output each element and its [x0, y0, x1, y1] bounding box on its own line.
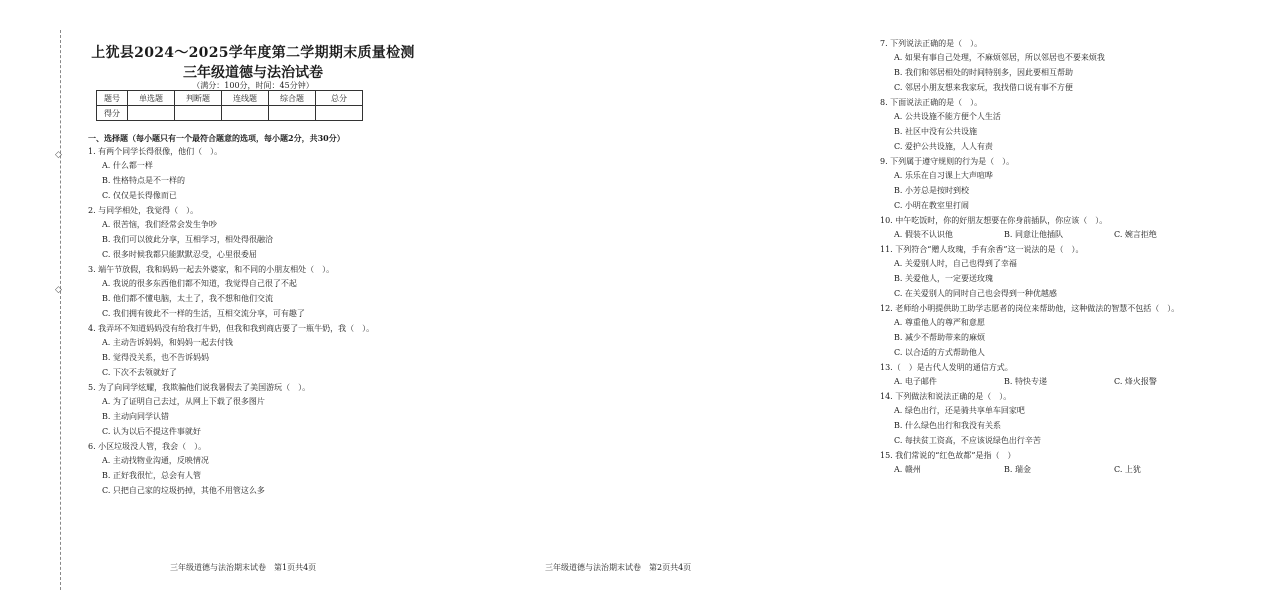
page-footer: 三年级道德与法治期末试卷 第2页共4页	[545, 563, 692, 572]
answer-option: B. 减少不帮助带来的麻烦	[894, 333, 985, 342]
answer-option: A. 假装不认识他	[894, 230, 953, 239]
answer-option: A. 很苦恼，我们经常会发生争吵	[102, 220, 217, 229]
exam-meta: （满分：100分，时间：45分钟）	[192, 81, 314, 90]
exam-subtitle: 三年级道德与法治试卷	[183, 65, 323, 81]
answer-option: B. 正好我很忙，总会有人管	[102, 471, 201, 480]
answer-option: B. 社区中没有公共设施	[894, 127, 977, 136]
answer-option: C. 认为以后不提这件事就好	[102, 427, 201, 436]
question-stem: 3. 端午节放假，我和妈妈一起去外婆家，和不同的小朋友相处（ ）。	[88, 265, 335, 274]
question-stem: 13.（ ）是古代人发明的通信方式。	[880, 363, 1013, 372]
binding-fold-line	[60, 30, 61, 590]
answer-option: A. 电子邮件	[894, 377, 937, 386]
score-table-header: 题号	[97, 91, 128, 106]
answer-option: B. 性格特点是不一样的	[102, 176, 185, 185]
question-stem: 8. 下面说法正确的是（ ）。	[880, 98, 983, 107]
answer-option: A. 如果有事自己处理，不麻烦邻居，所以邻居也不要来烦我	[894, 53, 1105, 62]
answer-option: A. 主动告诉妈妈，和妈妈一起去付钱	[102, 338, 233, 347]
score-table-header: 总分	[316, 91, 363, 106]
answer-option: B. 瑞金	[1004, 465, 1031, 474]
score-table	[96, 90, 363, 121]
score-cell[interactable]	[175, 106, 222, 121]
option-row	[894, 376, 1270, 388]
page-footer: 三年级道德与法治期末试卷 第1页共4页	[170, 563, 317, 572]
score-cell[interactable]	[222, 106, 269, 121]
question-stem: 11. 下列符合“赠人玫瑰，手有余香”这一说法的是（ ）。	[880, 245, 1084, 254]
answer-option: B. 关爱他人，一定要送玫瑰	[894, 274, 993, 283]
answer-option: C. 烽火报警	[1114, 377, 1157, 386]
question-stem: 7. 下列说法正确的是（ ）。	[880, 39, 983, 48]
answer-option: C. 我们拥有彼此不一样的生活，互相交流分享，可有趣了	[102, 309, 305, 318]
answer-option: B. 觉得没关系，也不告诉妈妈	[102, 353, 209, 362]
score-table-header-row	[97, 91, 363, 106]
question-stem: 6. 小区垃圾没人管，我会（ ）。	[88, 442, 207, 451]
answer-option: A. 关爱别人时，自己也得到了幸福	[894, 259, 1017, 268]
score-cell[interactable]	[269, 106, 316, 121]
answer-option: B. 小芳总是按时到校	[894, 186, 969, 195]
answer-option: B. 特快专递	[1004, 377, 1047, 386]
answer-option: C. 只把自己家的垃圾扔掉，其他不用管这么多	[102, 486, 265, 495]
answer-option: A. 绿色出行，还是骑共享单车回家吧	[894, 406, 1025, 415]
answer-option: A. 我说的很多东西他们都不知道，我觉得自己很了不起	[102, 279, 297, 288]
questions-right	[880, 38, 1270, 479]
questions-left	[88, 132, 423, 500]
question-stem: 5. 为了向同学炫耀，我欺骗他们说我暑假去了美国游玩（ ）。	[88, 383, 311, 392]
answer-option: C. 邻居小朋友想来我家玩，我找借口说有事不方便	[894, 83, 1073, 92]
answer-option: B. 什么绿色出行和我没有关系	[894, 421, 1001, 430]
answer-option: A. 乐乐在自习课上大声喧哗	[894, 171, 993, 180]
question-stem: 9. 下列属于遵守规则的行为是（ ）。	[880, 157, 1015, 166]
answer-option: B. 他们都不懂电脑，太土了，我不想和他们交流	[102, 294, 273, 303]
question-stem: 10. 中午吃饭时，你的好朋友想要在你身前插队，你应该（ ）。	[880, 216, 1108, 225]
exam-title: 上犹县2024～2025学年度第二学期期末质量检测	[91, 45, 415, 61]
option-row	[894, 464, 1270, 476]
score-table-header: 连线题	[222, 91, 269, 106]
score-table-header: 综合题	[269, 91, 316, 106]
score-table-header: 判断题	[175, 91, 222, 106]
answer-option: C. 仅仅是长得像而已	[102, 191, 177, 200]
answer-option: C. 以合适的方式帮助他人	[894, 348, 985, 357]
question-stem: 2. 与同学相处，我觉得（ ）。	[88, 206, 199, 215]
answer-option: C. 小明在教室里打闹	[894, 201, 969, 210]
answer-option: B. 我们和邻居相处的时间特别多，因此要相互帮助	[894, 68, 1073, 77]
score-table-score-row	[97, 106, 363, 121]
answer-option: C. 很多时候我都只能默默忍受，心里很委屈	[102, 250, 257, 259]
section-heading: 一、选择题（每小题只有一个最符合题意的选项，每小题2分，共30分）	[88, 133, 345, 143]
answer-option: B. 我们可以彼此分享，互相学习，相处得很融洽	[102, 235, 273, 244]
answer-option: C. 婉言拒绝	[1114, 230, 1157, 239]
score-cell[interactable]	[316, 106, 363, 121]
answer-option: A. 尊重他人的尊严和意愿	[894, 318, 985, 327]
binding-mark: ◇	[55, 285, 62, 295]
question-stem: 12. 老师给小明提供助工助学志愿者的岗位来帮助他，这种做法的智慧不包括（ ）。	[880, 304, 1180, 313]
answer-option: C. 在关爱别人的同时自己也会得到一种优越感	[894, 289, 1057, 298]
answer-option: A. 主动找物业沟通，反映情况	[102, 456, 209, 465]
question-stem: 15. 我们常说的“红色故都”是指（ ）	[880, 451, 1016, 460]
answer-option: A. 赣州	[894, 465, 921, 474]
answer-option: C. 每扶贫工资高，不应该说绿色出行辛苦	[894, 436, 1041, 445]
score-row-label: 得分	[97, 106, 128, 121]
answer-option: B. 同意让他插队	[1004, 230, 1063, 239]
answer-option: A. 公共设施不能方便个人生活	[894, 112, 1001, 121]
answer-option: A. 什么都一样	[102, 161, 153, 170]
answer-option: C. 下次不去领就好了	[102, 368, 177, 377]
score-cell[interactable]	[128, 106, 175, 121]
answer-option: C. 爱护公共设施，人人有责	[894, 142, 993, 151]
answer-option: C. 上犹	[1114, 465, 1141, 474]
question-stem: 14. 下列做法和说法正确的是（ ）。	[880, 392, 1012, 401]
binding-mark: ◇	[55, 150, 62, 160]
answer-option: A. 为了证明自己去过，从网上下载了很多图片	[102, 397, 265, 406]
score-table-header: 单选题	[128, 91, 175, 106]
question-stem: 1. 有两个同学长得很像，他们（ ）。	[88, 147, 223, 156]
question-stem: 4. 我弄坏不知道妈妈没有给我打牛奶，但我和我到商店要了一瓶牛奶，我（ ）。	[88, 324, 375, 333]
option-row	[894, 229, 1270, 241]
answer-option: B. 主动向同学认错	[102, 412, 169, 421]
exam-page-1	[0, 0, 430, 608]
exam-page-2	[430, 0, 1180, 608]
